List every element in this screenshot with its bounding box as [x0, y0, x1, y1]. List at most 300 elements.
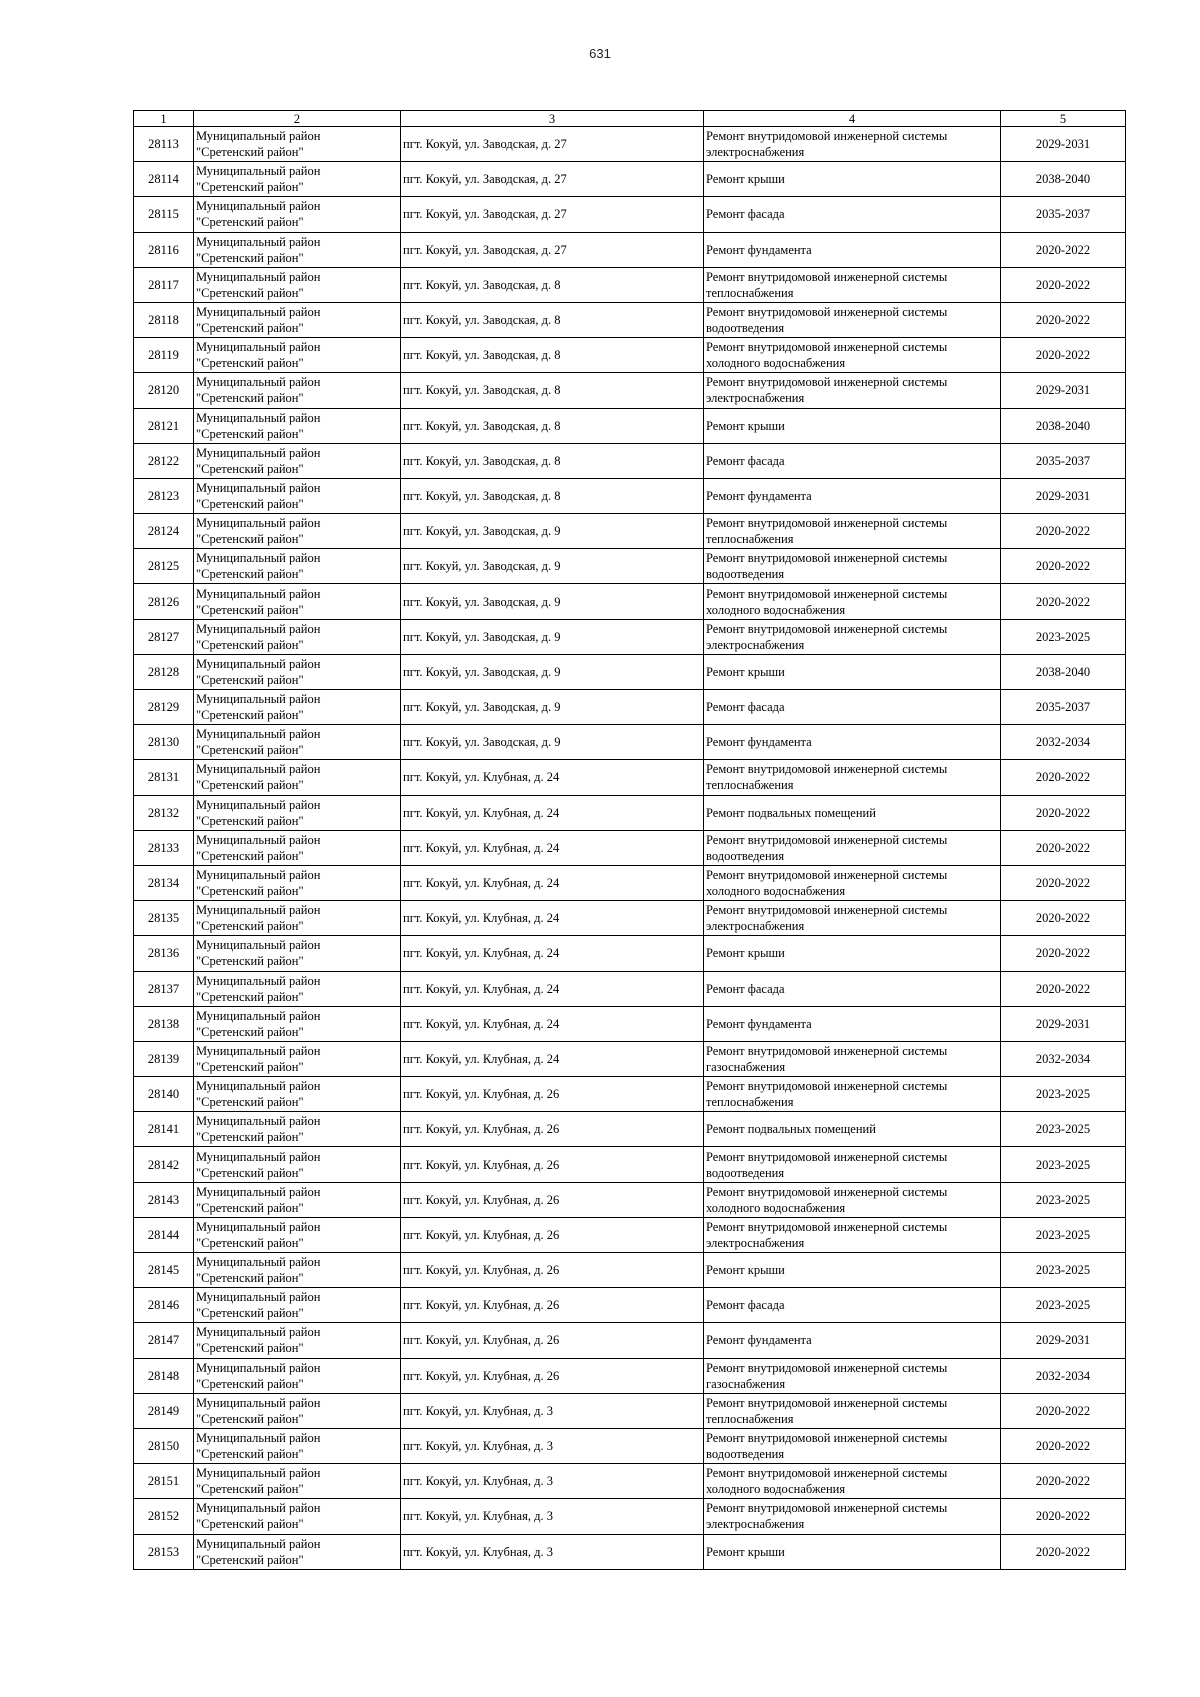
address-cell: пгт. Кокуй, ул. Заводская, д. 9 — [401, 619, 704, 654]
period-cell: 2020-2022 — [1001, 971, 1126, 1006]
table-row — [134, 971, 1126, 1006]
municipality-line: Муниципальный район — [196, 973, 321, 988]
work-type-cell — [704, 1534, 1001, 1569]
table-header — [134, 111, 1126, 127]
work-type-line: Ремонт фундамента — [706, 1333, 812, 1348]
row-number-cell: 28130 — [134, 725, 194, 760]
municipality-cell — [194, 1041, 401, 1076]
work-type-line: газоснабжения — [706, 1376, 786, 1391]
municipality-cell — [194, 1182, 401, 1217]
row-number-cell: 28131 — [134, 760, 194, 795]
period-cell: 2023-2025 — [1001, 1182, 1126, 1217]
row-number-cell: 28135 — [134, 901, 194, 936]
table-row — [134, 302, 1126, 337]
municipality-cell — [194, 373, 401, 408]
period-cell: 2032-2034 — [1001, 725, 1126, 760]
work-type-line: Ремонт внутридомовой инженерной системы — [706, 1149, 948, 1164]
row-number-cell: 28136 — [134, 936, 194, 971]
period-cell: 2020-2022 — [1001, 901, 1126, 936]
address-cell: пгт. Кокуй, ул. Клубная, д. 26 — [401, 1182, 704, 1217]
period-cell: 2020-2022 — [1001, 1464, 1126, 1499]
row-number-cell: 28125 — [134, 549, 194, 584]
work-type-line: Ремонт внутридомовой инженерной системы — [706, 621, 948, 636]
address-cell: пгт. Кокуй, ул. Клубная, д. 24 — [401, 971, 704, 1006]
row-number-cell: 28128 — [134, 654, 194, 689]
work-type-cell — [704, 1288, 1001, 1323]
municipality-line: "Сретенский район" — [196, 1482, 304, 1497]
period-cell: 2020-2022 — [1001, 830, 1126, 865]
work-type-line: Ремонт внутридомовой инженерной системы — [706, 868, 948, 883]
municipality-line: Муниципальный район — [196, 1290, 321, 1305]
table-row — [134, 936, 1126, 971]
address-cell: пгт. Кокуй, ул. Заводская, д. 9 — [401, 654, 704, 689]
municipality-line: "Сретенский район" — [196, 461, 304, 476]
work-type-cell — [704, 1041, 1001, 1076]
table-row — [134, 1393, 1126, 1428]
work-type-cell — [704, 443, 1001, 478]
row-number-cell: 28119 — [134, 338, 194, 373]
municipality-cell — [194, 1464, 401, 1499]
municipality-cell — [194, 760, 401, 795]
municipality-line: Муниципальный район — [196, 692, 321, 707]
work-type-cell — [704, 302, 1001, 337]
municipality-line: Муниципальный район — [196, 1431, 321, 1446]
work-type-line: теплоснабжения — [706, 285, 794, 300]
header-cell-2: 2 — [194, 111, 401, 127]
municipality-cell — [194, 1112, 401, 1147]
municipality-line: "Сретенский район" — [196, 1235, 304, 1250]
work-type-cell — [704, 795, 1001, 830]
work-type-cell — [704, 725, 1001, 760]
period-cell: 2020-2022 — [1001, 865, 1126, 900]
row-number-cell: 28140 — [134, 1077, 194, 1112]
address-cell: пгт. Кокуй, ул. Заводская, д. 8 — [401, 338, 704, 373]
period-cell: 2023-2025 — [1001, 1217, 1126, 1252]
work-type-line: Ремонт крыши — [706, 664, 785, 679]
work-type-line: водоотведения — [706, 1165, 785, 1180]
address-cell: пгт. Кокуй, ул. Заводская, д. 27 — [401, 127, 704, 162]
municipality-line: Муниципальный район — [196, 832, 321, 847]
address-cell: пгт. Кокуй, ул. Клубная, д. 26 — [401, 1112, 704, 1147]
work-type-cell — [704, 654, 1001, 689]
work-type-line: электроснабжения — [706, 637, 805, 652]
municipality-line: Муниципальный район — [196, 727, 321, 742]
table-row — [134, 514, 1126, 549]
address-cell: пгт. Кокуй, ул. Клубная, д. 26 — [401, 1323, 704, 1358]
address-cell: пгт. Кокуй, ул. Клубная, д. 24 — [401, 1006, 704, 1041]
work-type-line: Ремонт фундамента — [706, 488, 812, 503]
period-cell: 2020-2022 — [1001, 1428, 1126, 1463]
work-type-line: Ремонт внутридомовой инженерной системы — [706, 1466, 948, 1481]
work-type-cell — [704, 1253, 1001, 1288]
municipality-cell — [194, 1393, 401, 1428]
row-number-cell: 28113 — [134, 127, 194, 162]
address-cell: пгт. Кокуй, ул. Клубная, д. 24 — [401, 865, 704, 900]
municipality-cell — [194, 478, 401, 513]
work-type-cell — [704, 865, 1001, 900]
work-type-line: теплоснабжения — [706, 1095, 794, 1110]
period-cell: 2038-2040 — [1001, 654, 1126, 689]
row-number-cell: 28147 — [134, 1323, 194, 1358]
municipality-cell — [194, 901, 401, 936]
work-type-line: электроснабжения — [706, 391, 805, 406]
work-type-line: теплоснабжения — [706, 778, 794, 793]
address-cell: пгт. Кокуй, ул. Клубная, д. 24 — [401, 901, 704, 936]
municipality-line: "Сретенский район" — [196, 1341, 304, 1356]
work-type-line: Ремонт внутридомовой инженерной системы — [706, 340, 948, 355]
row-number-cell: 28146 — [134, 1288, 194, 1323]
table-row — [134, 619, 1126, 654]
row-number-cell: 28114 — [134, 162, 194, 197]
table-row — [134, 654, 1126, 689]
header-row — [134, 111, 1126, 127]
municipality-line: "Сретенский район" — [196, 145, 304, 160]
address-cell: пгт. Кокуй, ул. Заводская, д. 8 — [401, 443, 704, 478]
municipality-line: Муниципальный район — [196, 1219, 321, 1234]
municipality-line: "Сретенский район" — [196, 919, 304, 934]
work-type-line: холодного водоснабжения — [706, 356, 846, 371]
work-type-line: Ремонт внутридомовой инженерной системы — [706, 1079, 948, 1094]
work-type-line: Ремонт внутридомовой инженерной системы — [706, 375, 948, 390]
municipality-cell — [194, 127, 401, 162]
work-type-line: электроснабжения — [706, 1517, 805, 1532]
work-type-line: Ремонт фасада — [706, 453, 785, 468]
municipality-cell — [194, 1147, 401, 1182]
row-number-cell: 28152 — [134, 1499, 194, 1534]
work-type-cell — [704, 373, 1001, 408]
table-row — [134, 1534, 1126, 1569]
municipality-line: "Сретенский район" — [196, 285, 304, 300]
municipality-line: "Сретенский район" — [196, 180, 304, 195]
work-type-cell — [704, 197, 1001, 232]
municipality-cell — [194, 1217, 401, 1252]
work-type-line: Ремонт внутридомовой инженерной системы — [706, 305, 948, 320]
row-number-cell: 28138 — [134, 1006, 194, 1041]
address-cell: пгт. Кокуй, ул. Заводская, д. 9 — [401, 514, 704, 549]
municipality-cell — [194, 232, 401, 267]
municipality-cell — [194, 1534, 401, 1569]
work-type-cell — [704, 514, 1001, 549]
municipality-line: "Сретенский район" — [196, 1165, 304, 1180]
municipality-line: "Сретенский район" — [196, 1130, 304, 1145]
municipality-cell — [194, 619, 401, 654]
address-cell: пгт. Кокуй, ул. Клубная, д. 26 — [401, 1358, 704, 1393]
row-number-cell: 28142 — [134, 1147, 194, 1182]
work-type-line: электроснабжения — [706, 145, 805, 160]
table-row — [134, 443, 1126, 478]
table-row — [134, 197, 1126, 232]
municipality-cell — [194, 549, 401, 584]
municipality-line: "Сретенский район" — [196, 1059, 304, 1074]
municipality-line: "Сретенский район" — [196, 1552, 304, 1567]
municipality-line: Муниципальный район — [196, 1501, 321, 1516]
work-type-line: Ремонт внутридомовой инженерной системы — [706, 129, 948, 144]
table-row — [134, 549, 1126, 584]
work-type-line: Ремонт внутридомовой инженерной системы — [706, 1043, 948, 1058]
municipality-line: "Сретенский район" — [196, 743, 304, 758]
municipality-cell — [194, 162, 401, 197]
table-row — [134, 232, 1126, 267]
work-type-line: Ремонт внутридомовой инженерной системы — [706, 1184, 948, 1199]
work-type-cell — [704, 830, 1001, 865]
period-cell: 2020-2022 — [1001, 549, 1126, 584]
table-row — [134, 1499, 1126, 1534]
work-type-cell — [704, 1217, 1001, 1252]
municipality-line: Муниципальный район — [196, 1008, 321, 1023]
table-row — [134, 760, 1126, 795]
period-cell: 2023-2025 — [1001, 1253, 1126, 1288]
period-cell: 2020-2022 — [1001, 1499, 1126, 1534]
work-type-line: Ремонт фундамента — [706, 735, 812, 750]
municipality-line: Муниципальный район — [196, 129, 321, 144]
municipality-line: "Сретенский район" — [196, 708, 304, 723]
work-type-cell — [704, 619, 1001, 654]
work-type-line: Ремонт крыши — [706, 172, 785, 187]
municipality-line: "Сретенский район" — [196, 602, 304, 617]
municipality-line: "Сретенский район" — [196, 672, 304, 687]
municipality-line: Муниципальный район — [196, 234, 321, 249]
municipality-cell — [194, 443, 401, 478]
work-type-line: Ремонт крыши — [706, 946, 785, 961]
municipality-line: Муниципальный район — [196, 1255, 321, 1270]
municipality-line: Муниципальный район — [196, 1079, 321, 1094]
municipality-line: "Сретенский район" — [196, 813, 304, 828]
work-type-line: холодного водоснабжения — [706, 1482, 846, 1497]
work-type-line: водоотведения — [706, 1447, 785, 1462]
municipality-line: Муниципальный район — [196, 1360, 321, 1375]
period-cell: 2020-2022 — [1001, 338, 1126, 373]
work-type-line: Ремонт внутридомовой инженерной системы — [706, 586, 948, 601]
table-row — [134, 901, 1126, 936]
period-cell: 2023-2025 — [1001, 619, 1126, 654]
work-type-cell — [704, 1182, 1001, 1217]
work-type-line: Ремонт крыши — [706, 1544, 785, 1559]
work-type-cell — [704, 1147, 1001, 1182]
work-type-line: Ремонт фундамента — [706, 242, 812, 257]
municipality-line: Муниципальный район — [196, 621, 321, 636]
address-cell: пгт. Кокуй, ул. Клубная, д. 26 — [401, 1288, 704, 1323]
work-type-line: теплоснабжения — [706, 1411, 794, 1426]
municipality-line: "Сретенский район" — [196, 1376, 304, 1391]
period-cell: 2020-2022 — [1001, 267, 1126, 302]
period-cell: 2035-2037 — [1001, 690, 1126, 725]
work-type-line: Ремонт фундамента — [706, 1016, 812, 1031]
table-row — [134, 408, 1126, 443]
address-cell: пгт. Кокуй, ул. Клубная, д. 24 — [401, 830, 704, 865]
period-cell: 2038-2040 — [1001, 162, 1126, 197]
municipality-line: Муниципальный район — [196, 305, 321, 320]
work-type-line: холодного водоснабжения — [706, 884, 846, 899]
municipality-cell — [194, 1358, 401, 1393]
period-cell: 2032-2034 — [1001, 1358, 1126, 1393]
municipality-cell — [194, 338, 401, 373]
work-type-line: теплоснабжения — [706, 532, 794, 547]
municipality-cell — [194, 690, 401, 725]
period-cell: 2020-2022 — [1001, 760, 1126, 795]
work-type-line: водоотведения — [706, 321, 785, 336]
row-number-cell: 28115 — [134, 197, 194, 232]
municipality-line: Муниципальный район — [196, 480, 321, 495]
work-type-line: Ремонт подвальных помещений — [706, 805, 876, 820]
municipality-line: Муниципальный район — [196, 1395, 321, 1410]
work-type-line: водоотведения — [706, 848, 785, 863]
municipality-line: "Сретенский район" — [196, 1024, 304, 1039]
address-cell: пгт. Кокуй, ул. Клубная, д. 26 — [401, 1147, 704, 1182]
address-cell: пгт. Кокуй, ул. Клубная, д. 3 — [401, 1499, 704, 1534]
municipality-line: "Сретенский район" — [196, 532, 304, 547]
period-cell: 2035-2037 — [1001, 443, 1126, 478]
period-cell: 2020-2022 — [1001, 514, 1126, 549]
table-row — [134, 1253, 1126, 1288]
work-type-line: газоснабжения — [706, 1059, 786, 1074]
municipality-line: Муниципальный район — [196, 269, 321, 284]
address-cell: пгт. Кокуй, ул. Заводская, д. 9 — [401, 549, 704, 584]
municipality-cell — [194, 971, 401, 1006]
municipality-line: Муниципальный район — [196, 1184, 321, 1199]
period-cell: 2029-2031 — [1001, 373, 1126, 408]
table-row — [134, 1041, 1126, 1076]
municipality-cell — [194, 865, 401, 900]
address-cell: пгт. Кокуй, ул. Заводская, д. 8 — [401, 478, 704, 513]
period-cell: 2023-2025 — [1001, 1288, 1126, 1323]
period-cell: 2023-2025 — [1001, 1112, 1126, 1147]
table-row — [134, 1182, 1126, 1217]
period-cell: 2020-2022 — [1001, 302, 1126, 337]
municipality-line: Муниципальный район — [196, 903, 321, 918]
address-cell: пгт. Кокуй, ул. Заводская, д. 27 — [401, 197, 704, 232]
municipality-cell — [194, 830, 401, 865]
municipality-cell — [194, 302, 401, 337]
header-cell-1: 1 — [134, 111, 194, 127]
municipality-cell — [194, 1077, 401, 1112]
table-row — [134, 1464, 1126, 1499]
municipality-cell — [194, 1006, 401, 1041]
municipality-line: "Сретенский район" — [196, 391, 304, 406]
table-row — [134, 1323, 1126, 1358]
work-type-cell — [704, 478, 1001, 513]
address-cell: пгт. Кокуй, ул. Клубная, д. 24 — [401, 795, 704, 830]
address-cell: пгт. Кокуй, ул. Клубная, д. 3 — [401, 1428, 704, 1463]
address-cell: пгт. Кокуй, ул. Клубная, д. 24 — [401, 936, 704, 971]
work-type-cell — [704, 1323, 1001, 1358]
header-cell-5: 5 — [1001, 111, 1126, 127]
municipality-line: "Сретенский район" — [196, 1306, 304, 1321]
municipality-line: Муниципальный район — [196, 762, 321, 777]
work-type-line: Ремонт крыши — [706, 418, 785, 433]
municipality-line: Муниципальный район — [196, 1325, 321, 1340]
period-cell: 2023-2025 — [1001, 1147, 1126, 1182]
municipality-line: Муниципальный район — [196, 199, 321, 214]
municipality-line: Муниципальный район — [196, 375, 321, 390]
work-type-cell — [704, 408, 1001, 443]
work-type-cell — [704, 162, 1001, 197]
table-row — [134, 1288, 1126, 1323]
address-cell: пгт. Кокуй, ул. Заводская, д. 8 — [401, 408, 704, 443]
work-type-cell — [704, 338, 1001, 373]
municipality-cell — [194, 514, 401, 549]
table-body — [134, 127, 1126, 1570]
table-row — [134, 690, 1126, 725]
table-row — [134, 1358, 1126, 1393]
municipality-line: Муниципальный район — [196, 868, 321, 883]
row-number-cell: 28118 — [134, 302, 194, 337]
address-cell: пгт. Кокуй, ул. Клубная, д. 24 — [401, 1041, 704, 1076]
municipality-line: Муниципальный район — [196, 1466, 321, 1481]
work-type-line: Ремонт внутридомовой инженерной системы — [706, 1501, 948, 1516]
row-number-cell: 28127 — [134, 619, 194, 654]
period-cell: 2020-2022 — [1001, 232, 1126, 267]
row-number-cell: 28129 — [134, 690, 194, 725]
work-type-cell — [704, 549, 1001, 584]
municipality-cell — [194, 197, 401, 232]
work-type-cell — [704, 936, 1001, 971]
address-cell: пгт. Кокуй, ул. Заводская, д. 8 — [401, 373, 704, 408]
period-cell: 2020-2022 — [1001, 795, 1126, 830]
work-type-line: водоотведения — [706, 567, 785, 582]
municipality-cell — [194, 267, 401, 302]
municipality-line: Муниципальный район — [196, 656, 321, 671]
row-number-cell: 28149 — [134, 1393, 194, 1428]
work-type-line: холодного водоснабжения — [706, 1200, 846, 1215]
period-cell: 2020-2022 — [1001, 584, 1126, 619]
table-row — [134, 478, 1126, 513]
period-cell: 2035-2037 — [1001, 197, 1126, 232]
work-type-line: Ремонт подвальных помещений — [706, 1122, 876, 1137]
row-number-cell: 28137 — [134, 971, 194, 1006]
work-type-cell — [704, 760, 1001, 795]
municipality-line: Муниципальный район — [196, 1536, 321, 1551]
table-row — [134, 1006, 1126, 1041]
address-cell: пгт. Кокуй, ул. Клубная, д. 3 — [401, 1464, 704, 1499]
works-table — [133, 110, 1126, 1570]
municipality-line: "Сретенский район" — [196, 954, 304, 969]
row-number-cell: 28121 — [134, 408, 194, 443]
page-number: 631 — [589, 46, 611, 61]
work-type-line: Ремонт внутридомовой инженерной системы — [706, 1395, 948, 1410]
work-type-cell — [704, 232, 1001, 267]
address-cell: пгт. Кокуй, ул. Заводская, д. 9 — [401, 690, 704, 725]
municipality-line: "Сретенский район" — [196, 567, 304, 582]
address-cell: пгт. Кокуй, ул. Заводская, д. 8 — [401, 267, 704, 302]
municipality-line: Муниципальный район — [196, 1149, 321, 1164]
work-type-cell — [704, 690, 1001, 725]
table-row — [134, 1147, 1126, 1182]
table-row — [134, 795, 1126, 830]
period-cell: 2020-2022 — [1001, 1534, 1126, 1569]
row-number-cell: 28144 — [134, 1217, 194, 1252]
municipality-line: "Сретенский район" — [196, 1271, 304, 1286]
row-number-cell: 28132 — [134, 795, 194, 830]
work-type-line: холодного водоснабжения — [706, 602, 846, 617]
address-cell: пгт. Кокуй, ул. Клубная, д. 3 — [401, 1393, 704, 1428]
municipality-line: "Сретенский район" — [196, 426, 304, 441]
municipality-line: Муниципальный район — [196, 164, 321, 179]
municipality-cell — [194, 1428, 401, 1463]
municipality-line: "Сретенский район" — [196, 1200, 304, 1215]
row-number-cell: 28143 — [134, 1182, 194, 1217]
municipality-line: Муниципальный район — [196, 1114, 321, 1129]
address-cell: пгт. Кокуй, ул. Заводская, д. 9 — [401, 584, 704, 619]
row-number-cell: 28148 — [134, 1358, 194, 1393]
work-type-line: Ремонт внутридомовой инженерной системы — [706, 551, 948, 566]
municipality-line: Муниципальный район — [196, 586, 321, 601]
municipality-line: Муниципальный район — [196, 938, 321, 953]
municipality-line: Муниципальный район — [196, 1043, 321, 1058]
municipality-cell — [194, 584, 401, 619]
period-cell: 2020-2022 — [1001, 936, 1126, 971]
work-type-cell — [704, 1499, 1001, 1534]
table-row — [134, 267, 1126, 302]
